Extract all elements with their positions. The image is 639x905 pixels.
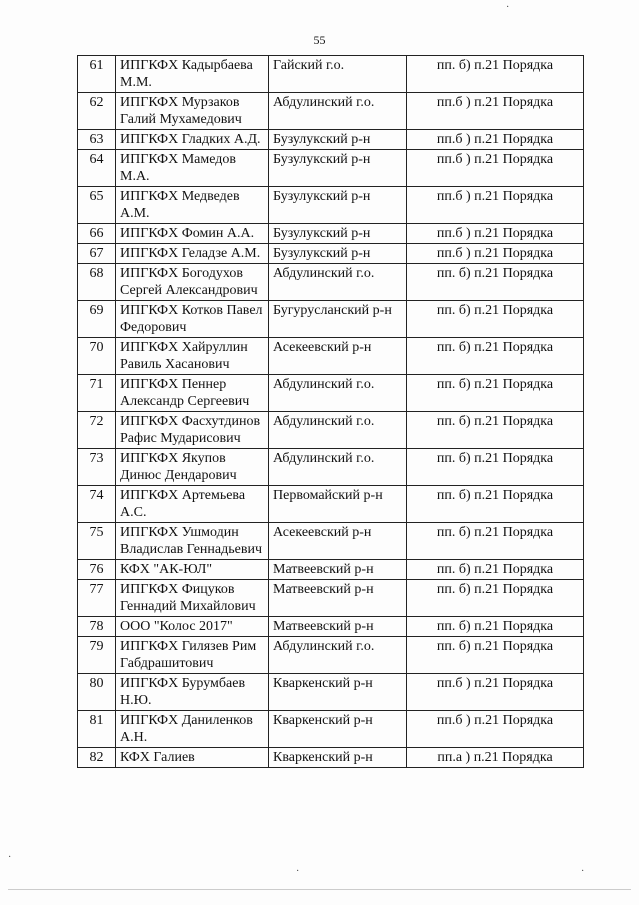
- row-number-cell: 68: [78, 264, 116, 301]
- recipient-name-cell: ИПГКФХ Хайруллин Равиль Хасанович: [116, 338, 269, 375]
- page-number: 55: [313, 33, 326, 47]
- legal-basis-cell: пп.б ) п.21 Порядка: [407, 244, 584, 264]
- row-number-cell: 76: [78, 560, 116, 580]
- table-row: [78, 711, 584, 748]
- district-cell: Матвеевский р-н: [269, 580, 407, 617]
- recipient-name-cell: ИПГКФХ Кадырбаева М.М.: [116, 56, 269, 93]
- district-cell: Абдулинский г.о.: [269, 264, 407, 301]
- table-row: [78, 637, 584, 674]
- recipient-name-cell: ИПГКФХ Котков Павел Федорович: [116, 301, 269, 338]
- legal-basis-cell: пп. б) п.21 Порядка: [407, 301, 584, 338]
- legal-basis-cell: пп. б) п.21 Порядка: [407, 338, 584, 375]
- table-row: [78, 748, 584, 768]
- district-cell: Бугурусланский р-н: [269, 301, 407, 338]
- recipient-name-cell: ИПГКФХ Бурумбаев Н.Ю.: [116, 674, 269, 711]
- table-row: [78, 560, 584, 580]
- recipient-name-cell: ИПГКФХ Богодухов Сергей Александрович: [116, 264, 269, 301]
- table-row: [78, 224, 584, 244]
- scan-speck: ·: [296, 866, 300, 877]
- row-number-cell: 75: [78, 523, 116, 560]
- scan-speck: ·: [8, 852, 12, 863]
- registry-table-body: [78, 56, 584, 768]
- legal-basis-cell: пп. б) п.21 Порядка: [407, 637, 584, 674]
- district-cell: Асекеевский р-н: [269, 338, 407, 375]
- district-cell: Асекеевский р-н: [269, 523, 407, 560]
- recipient-name-cell: ИПГКФХ Фомин А.А.: [116, 224, 269, 244]
- table-row: [78, 56, 584, 93]
- recipient-name-cell: ИПГКФХ Гилязев Рим Габдрашитович: [116, 637, 269, 674]
- row-number-cell: 79: [78, 637, 116, 674]
- legal-basis-cell: пп.б ) п.21 Порядка: [407, 150, 584, 187]
- district-cell: Абдулинский г.о.: [269, 93, 407, 130]
- recipient-name-cell: ООО "Колос 2017": [116, 617, 269, 637]
- legal-basis-cell: пп. б) п.21 Порядка: [407, 523, 584, 560]
- district-cell: Бузулукский р-н: [269, 224, 407, 244]
- legal-basis-cell: пп. б) п.21 Порядка: [407, 486, 584, 523]
- recipient-name-cell: ИПГКФХ Ушмодин Владислав Геннадьевич: [116, 523, 269, 560]
- row-number-cell: 71: [78, 375, 116, 412]
- legal-basis-cell: пп.а ) п.21 Порядка: [407, 748, 584, 768]
- recipient-name-cell: ИПГКФХ Фицуков Геннадий Михайлович: [116, 580, 269, 617]
- legal-basis-cell: пп. б) п.21 Порядка: [407, 412, 584, 449]
- scan-edge-line: [8, 889, 631, 890]
- table-row: [78, 301, 584, 338]
- table-row: [78, 375, 584, 412]
- district-cell: Бузулукский р-н: [269, 150, 407, 187]
- recipient-name-cell: ИПГКФХ Мурзаков Галий Мухамедович: [116, 93, 269, 130]
- recipient-name-cell: КФХ "АК-ЮЛ": [116, 560, 269, 580]
- table-row: [78, 617, 584, 637]
- legal-basis-cell: пп.б ) п.21 Порядка: [407, 130, 584, 150]
- recipient-name-cell: КФХ Галиев: [116, 748, 269, 768]
- row-number-cell: 61: [78, 56, 116, 93]
- district-cell: Абдулинский г.о.: [269, 412, 407, 449]
- district-cell: Первомайский р-н: [269, 486, 407, 523]
- table-row: [78, 244, 584, 264]
- district-cell: Матвеевский р-н: [269, 617, 407, 637]
- row-number-cell: 78: [78, 617, 116, 637]
- legal-basis-cell: пп. б) п.21 Порядка: [407, 56, 584, 93]
- recipient-name-cell: ИПГКФХ Фасхутдинов Рафис Мударисович: [116, 412, 269, 449]
- district-cell: Бузулукский р-н: [269, 130, 407, 150]
- table-row: [78, 264, 584, 301]
- legal-basis-cell: пп. б) п.21 Порядка: [407, 617, 584, 637]
- row-number-cell: 77: [78, 580, 116, 617]
- legal-basis-cell: пп.б ) п.21 Порядка: [407, 224, 584, 244]
- table-row: [78, 523, 584, 560]
- row-number-cell: 74: [78, 486, 116, 523]
- table-row: [78, 674, 584, 711]
- row-number-cell: 65: [78, 187, 116, 224]
- row-number-cell: 80: [78, 674, 116, 711]
- district-cell: Кваркенский р-н: [269, 748, 407, 768]
- district-cell: Кваркенский р-н: [269, 711, 407, 748]
- recipient-name-cell: ИПГКФХ Мамедов М.А.: [116, 150, 269, 187]
- district-cell: Абдулинский г.о.: [269, 449, 407, 486]
- table-row: [78, 580, 584, 617]
- row-number-cell: 70: [78, 338, 116, 375]
- row-number-cell: 69: [78, 301, 116, 338]
- registry-table: [77, 55, 584, 768]
- table-row: [78, 130, 584, 150]
- district-cell: Бузулукский р-н: [269, 244, 407, 264]
- recipient-name-cell: ИПГКФХ Гладких А.Д.: [116, 130, 269, 150]
- legal-basis-cell: пп. б) п.21 Порядка: [407, 264, 584, 301]
- district-cell: Кваркенский р-н: [269, 674, 407, 711]
- legal-basis-cell: пп.б ) п.21 Порядка: [407, 93, 584, 130]
- recipient-name-cell: ИПГКФХ Геладзе А.М.: [116, 244, 269, 264]
- legal-basis-cell: пп.б ) п.21 Порядка: [407, 187, 584, 224]
- scan-speck: ·: [581, 866, 585, 877]
- district-cell: Абдулинский г.о.: [269, 375, 407, 412]
- table-row: [78, 412, 584, 449]
- recipient-name-cell: ИПГКФХ Даниленков А.Н.: [116, 711, 269, 748]
- recipient-name-cell: ИПГКФХ Якупов Динюс Дендарович: [116, 449, 269, 486]
- row-number-cell: 62: [78, 93, 116, 130]
- scan-speck: ·: [506, 2, 510, 13]
- row-number-cell: 81: [78, 711, 116, 748]
- district-cell: Гайский г.о.: [269, 56, 407, 93]
- row-number-cell: 64: [78, 150, 116, 187]
- row-number-cell: 63: [78, 130, 116, 150]
- row-number-cell: 82: [78, 748, 116, 768]
- table-row: [78, 486, 584, 523]
- row-number-cell: 67: [78, 244, 116, 264]
- table-row: [78, 93, 584, 130]
- district-cell: Абдулинский г.о.: [269, 637, 407, 674]
- row-number-cell: 72: [78, 412, 116, 449]
- legal-basis-cell: пп. б) п.21 Порядка: [407, 580, 584, 617]
- legal-basis-cell: пп.б ) п.21 Порядка: [407, 711, 584, 748]
- recipient-name-cell: ИПГКФХ Артемьева А.С.: [116, 486, 269, 523]
- row-number-cell: 66: [78, 224, 116, 244]
- district-cell: Матвеевский р-н: [269, 560, 407, 580]
- table-row: [78, 338, 584, 375]
- district-cell: Бузулукский р-н: [269, 187, 407, 224]
- legal-basis-cell: пп.б ) п.21 Порядка: [407, 674, 584, 711]
- recipient-name-cell: ИПГКФХ Пеннер Александр Сергеевич: [116, 375, 269, 412]
- legal-basis-cell: пп. б) п.21 Порядка: [407, 375, 584, 412]
- legal-basis-cell: пп. б) п.21 Порядка: [407, 449, 584, 486]
- table-row: [78, 150, 584, 187]
- recipient-name-cell: ИПГКФХ Медведев А.М.: [116, 187, 269, 224]
- legal-basis-cell: пп. б) п.21 Порядка: [407, 560, 584, 580]
- table-row: [78, 187, 584, 224]
- row-number-cell: 73: [78, 449, 116, 486]
- table-row: [78, 449, 584, 486]
